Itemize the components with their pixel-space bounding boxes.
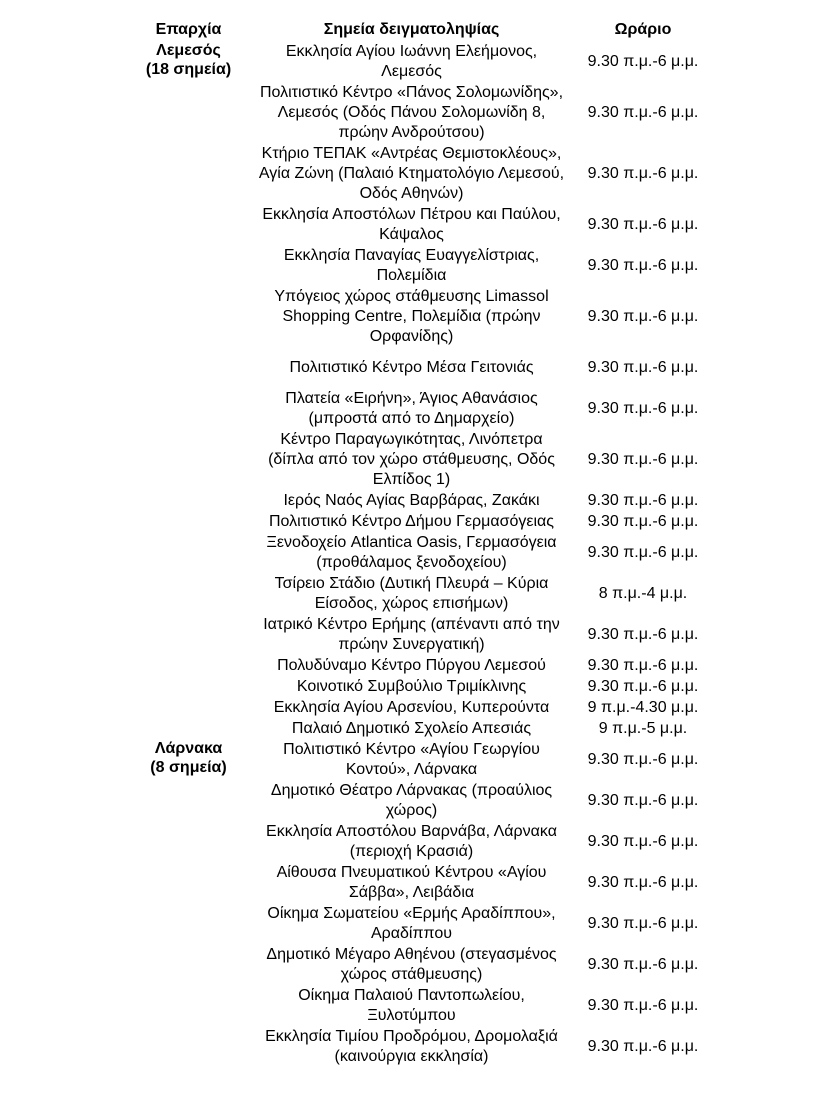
hours-cell: 9.30 π.μ.-6 μ.μ. — [587, 997, 699, 1014]
sampling-point-line: χώρος στάθμευσης) — [340, 966, 483, 983]
sampling-point-line: (μπροστά από το Δημαρχείο) — [308, 410, 515, 427]
table-row — [130, 347, 710, 388]
sampling-point-cell — [247, 718, 576, 739]
sampling-point-line: Αραδίππου — [371, 925, 452, 942]
district-cell-empty — [130, 82, 247, 143]
district-cell-empty — [130, 903, 247, 944]
sampling-point-cell — [247, 429, 576, 490]
district-count: (18 σημεία) — [145, 61, 232, 78]
sampling-points-table — [130, 19, 710, 1067]
table-row — [130, 821, 710, 862]
sampling-point-line: Εκκλησία Αποστόλου Βαρνάβα, Λάρνακα — [266, 823, 557, 840]
table-row — [130, 429, 710, 490]
sampling-point-line: Πολιτιστικό Κέντρο Μέσα Γειτονιάς — [289, 359, 534, 376]
sampling-point-cell — [247, 614, 576, 655]
district-cell-empty — [130, 821, 247, 862]
hours-cell: 9.30 π.μ.-6 μ.μ. — [587, 657, 699, 674]
sampling-point-line: πρώην Συνεργατική) — [338, 636, 485, 653]
header-row — [130, 19, 710, 41]
table-body — [130, 41, 710, 1067]
sampling-point-line: Πλατεία «Ειρήνη», Άγιος Αθανάσιος — [285, 390, 538, 407]
hours-cell: 9.30 π.μ.-6 μ.μ. — [587, 915, 699, 932]
hours-cell: 9.30 π.μ.-6 μ.μ. — [587, 492, 699, 509]
hours-cell: 9.30 π.μ.-6 μ.μ. — [587, 216, 699, 233]
hours-cell: 9.30 π.μ.-6 μ.μ. — [587, 513, 699, 530]
district-cell-empty — [130, 573, 247, 614]
hours-cell: 9.30 π.μ.-6 μ.μ. — [587, 400, 699, 417]
sampling-point-line: Κτήριο ΤΕΠΑΚ «Αντρέας Θεμιστοκλέους», — [261, 145, 562, 162]
header-hours: Ωράριο — [614, 21, 672, 38]
district-cell-empty — [130, 490, 247, 511]
hours-cell: 9.30 π.μ.-6 μ.μ. — [587, 1038, 699, 1055]
sampling-point-cell — [247, 41, 576, 82]
district-cell-empty — [130, 532, 247, 573]
district-cell-empty — [130, 204, 247, 245]
sampling-point-line: Εκκλησία Αγίου Αρσενίου, Κυπερούντα — [273, 699, 550, 716]
sampling-point-cell — [247, 780, 576, 821]
header-point: Σημεία δειγματοληψίας — [323, 21, 500, 38]
sampling-point-cell — [247, 739, 576, 780]
sampling-point-line: Ιατρικό Κέντρο Ερήμης (απέναντι από την — [263, 616, 560, 633]
district-cell — [130, 41, 247, 82]
sampling-point-line: Εκκλησία Αποστόλων Πέτρου και Παύλου, — [262, 206, 561, 223]
sampling-point-line: Παλαιό Δημοτικό Σχολείο Απεσιάς — [291, 720, 532, 737]
sampling-point-cell — [247, 204, 576, 245]
hours-cell: 9.30 π.μ.-6 μ.μ. — [587, 165, 699, 182]
sampling-point-line: Πολυδύναμο Κέντρο Πύργου Λεμεσού — [277, 657, 546, 674]
district-cell-empty — [130, 347, 247, 388]
sampling-point-line: Δημοτικό Θέατρο Λάρνακας (προαύλιος — [270, 782, 553, 799]
table-row — [130, 204, 710, 245]
sampling-point-line: χώρος) — [385, 802, 438, 819]
sampling-point-cell — [247, 286, 576, 347]
sampling-point-cell — [247, 511, 576, 532]
table-row — [130, 82, 710, 143]
sampling-point-line: Κέντρο Παραγωγικότητας, Λινόπετρα — [280, 431, 543, 448]
table-row — [130, 1026, 710, 1067]
sampling-point-line: Λεμεσός (Οδός Πάνου Σολομωνίδη 8, — [277, 104, 546, 121]
hours-cell: 9.30 π.μ.-6 μ.μ. — [587, 104, 699, 121]
sampling-point-line: (προθάλαμος ξενοδοχείου) — [316, 554, 507, 571]
sampling-point-line: Shopping Centre, Πολεμίδια (πρώην — [282, 308, 541, 325]
table-row — [130, 245, 710, 286]
sampling-point-cell — [247, 82, 576, 143]
sampling-point-line: Υπόγειος χώρος στάθμευσης Limassol — [274, 288, 549, 305]
district-cell-empty — [130, 245, 247, 286]
hours-cell: 9 π.μ.-5 μ.μ. — [598, 720, 688, 737]
sampling-point-line: Οδός Αθηνών) — [359, 185, 464, 202]
sampling-point-cell — [247, 862, 576, 903]
sampling-point-line: Αίθουσα Πνευματικού Κέντρου «Αγίου — [276, 864, 547, 881]
table-row — [130, 862, 710, 903]
table-row — [130, 573, 710, 614]
sampling-point-cell — [247, 985, 576, 1026]
table-row — [130, 718, 710, 739]
table-row — [130, 697, 710, 718]
sampling-point-line: Εκκλησία Τιμίου Προδρόμου, Δρομολαξιά — [265, 1028, 558, 1045]
hours-cell: 9.30 π.μ.-6 μ.μ. — [587, 544, 699, 561]
sampling-point-cell — [247, 697, 576, 718]
district-cell-empty — [130, 614, 247, 655]
table-row — [130, 490, 710, 511]
sampling-point-line: (δίπλα από τον χώρο στάθμευσης, Οδός — [268, 451, 555, 468]
sampling-point-cell — [247, 1026, 576, 1067]
district-cell-empty — [130, 718, 247, 739]
district-cell-empty — [130, 780, 247, 821]
district-cell-empty — [130, 862, 247, 903]
table-row — [130, 985, 710, 1026]
sampling-point-line: Πολιτιστικό Κέντρο «Αγίου Γεωργίου — [283, 741, 540, 758]
sampling-point-cell — [247, 903, 576, 944]
district-cell-empty — [130, 286, 247, 347]
sampling-point-cell — [247, 573, 576, 614]
hours-cell: 9.30 π.μ.-6 μ.μ. — [587, 359, 699, 376]
table-row — [130, 511, 710, 532]
district-cell-empty — [130, 985, 247, 1026]
hours-cell: 9 π.μ.-4.30 μ.μ. — [587, 699, 699, 716]
table-row — [130, 614, 710, 655]
district-count: (8 σημεία) — [150, 759, 227, 776]
sampling-point-cell — [247, 490, 576, 511]
sampling-point-cell — [247, 532, 576, 573]
table-row — [130, 903, 710, 944]
sampling-point-cell — [247, 821, 576, 862]
hours-cell: 9.30 π.μ.-6 μ.μ. — [587, 751, 699, 768]
district-name: Λεμεσός — [156, 42, 221, 59]
district-cell-empty — [130, 143, 247, 204]
sampling-point-line: Πολιτιστικό Κέντρο «Πάνος Σολομωνίδης», — [259, 84, 564, 101]
sampling-point-line: Εκκλησία Αγίου Ιωάννη Ελεήμονος, — [285, 43, 538, 60]
sampling-point-line: Κοινοτικό Συμβούλιο Τριμίκλινης — [296, 678, 527, 695]
hours-cell: 9.30 π.μ.-6 μ.μ. — [587, 833, 699, 850]
sampling-point-line: Οίκημα Παλαιού Παντοπωλείου, — [298, 987, 525, 1004]
table-row — [130, 676, 710, 697]
district-cell-empty — [130, 655, 247, 676]
sampling-point-line: Ιερός Ναός Αγίας Βαρβάρας, Ζακάκι — [283, 492, 540, 509]
district-cell-empty — [130, 511, 247, 532]
sampling-point-line: Ελπίδος 1) — [372, 471, 451, 488]
sampling-point-line: Ξενοδοχείο Atlantica Oasis, Γερμασόγεια — [266, 534, 557, 551]
sampling-point-cell — [247, 347, 576, 388]
sampling-point-line: Ξυλοτύμπου — [367, 1007, 456, 1024]
sampling-point-cell — [247, 388, 576, 429]
sampling-point-line: Τσίρειο Στάδιο (Δυτική Πλευρά – Κύρια — [274, 575, 549, 592]
sampling-point-line: Είσοδος, χώρος επισήμων) — [314, 595, 509, 612]
table-row — [130, 944, 710, 985]
district-cell-empty — [130, 697, 247, 718]
hours-cell: 9.30 π.μ.-6 μ.μ. — [587, 792, 699, 809]
table-row — [130, 739, 710, 780]
sampling-point-cell — [247, 245, 576, 286]
sampling-point-line: Πολιτιστικό Κέντρο Δήμου Γερμασόγειας — [269, 513, 554, 530]
sampling-point-line: Σάββα», Λειβάδια — [348, 884, 475, 901]
table-row — [130, 388, 710, 429]
hours-cell: 9.30 π.μ.-6 μ.μ. — [587, 626, 699, 643]
district-cell-empty — [130, 1026, 247, 1067]
sampling-point-cell — [247, 655, 576, 676]
sampling-point-line: Αγία Ζώνη (Παλαιό Κτηματολόγιο Λεμεσού, — [258, 165, 565, 182]
sampling-point-line: Κάψαλος — [379, 226, 444, 243]
hours-cell: 9.30 π.μ.-6 μ.μ. — [587, 678, 699, 695]
table-row — [130, 41, 710, 82]
district-cell — [130, 739, 247, 780]
district-cell-empty — [130, 676, 247, 697]
table-row — [130, 780, 710, 821]
hours-cell: 9.30 π.μ.-6 μ.μ. — [587, 451, 699, 468]
hours-cell: 9.30 π.μ.-6 μ.μ. — [587, 874, 699, 891]
district-cell-empty — [130, 944, 247, 985]
sampling-point-line: Δημοτικό Μέγαρο Αθηένου (στεγασμένος — [266, 946, 557, 963]
hours-cell: 9.30 π.μ.-6 μ.μ. — [587, 308, 699, 325]
header-district: Επαρχία — [155, 21, 222, 38]
table-row — [130, 532, 710, 573]
sampling-point-line: Κοντού», Λάρνακα — [345, 761, 478, 778]
sampling-point-line: (περιοχή Κρασιά) — [349, 843, 474, 860]
district-cell-empty — [130, 429, 247, 490]
hours-cell: 8 π.μ.-4 μ.μ. — [598, 585, 688, 602]
sampling-point-line: Εκκλησία Παναγίας Ευαγγελίστριας, — [283, 247, 540, 264]
sampling-point-cell — [247, 143, 576, 204]
hours-cell: 9.30 π.μ.-6 μ.μ. — [587, 53, 699, 70]
sampling-point-line: Λεμεσός — [381, 63, 442, 80]
sampling-point-line: Οίκημα Σωματείου «Ερμής Αραδίππου», — [267, 905, 556, 922]
district-name: Λάρνακα — [154, 740, 223, 757]
sampling-point-line: (καινούργια εκκλησία) — [334, 1048, 489, 1065]
district-cell-empty — [130, 388, 247, 429]
table-row — [130, 143, 710, 204]
sampling-point-line: Πολεμίδια — [376, 267, 447, 284]
sampling-point-cell — [247, 944, 576, 985]
sampling-point-line: Ορφανίδης) — [369, 328, 454, 345]
hours-cell: 9.30 π.μ.-6 μ.μ. — [587, 257, 699, 274]
sampling-point-cell — [247, 676, 576, 697]
table-row — [130, 655, 710, 676]
table-row — [130, 286, 710, 347]
sampling-point-line: πρώην Ανδρούτσου) — [338, 124, 485, 141]
hours-cell: 9.30 π.μ.-6 μ.μ. — [587, 956, 699, 973]
